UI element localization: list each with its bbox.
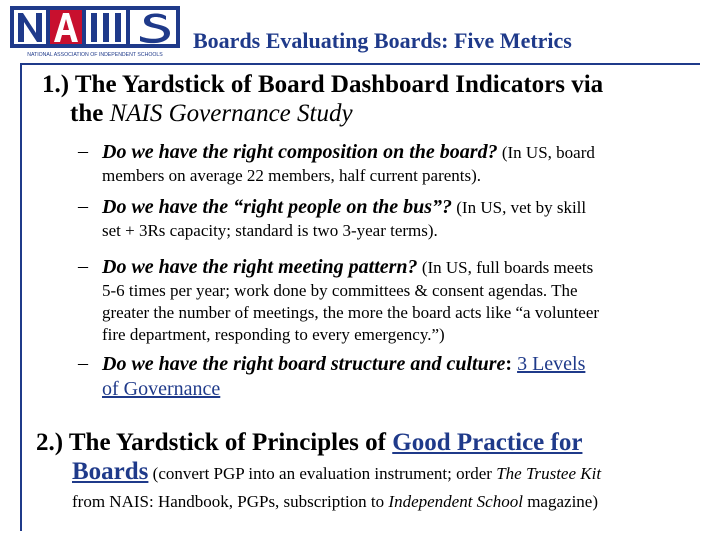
trustee-kit-title: The Trustee Kit <box>496 464 602 483</box>
bullet-note-cont: fire department, responding to every emergency.”) <box>102 325 445 344</box>
bullet-meetings <box>78 255 698 346</box>
section2-note-cont: from NAIS: Handbook, PGPs, subscription to <box>72 492 389 511</box>
levels-of-governance-link-cont[interactable]: of Governance <box>102 378 221 400</box>
bullet-sep: : <box>505 353 518 375</box>
bullet-people <box>78 195 698 242</box>
bullet-structure <box>78 352 698 402</box>
slide-title: Boards Evaluating Boards: Five Metrics <box>193 28 572 53</box>
nais-logo <box>10 6 180 60</box>
bullet-question: Do we have the right meeting pattern? <box>102 256 418 278</box>
left-rule <box>20 63 22 531</box>
logo-caption: NATIONAL ASSOCIATION OF INDEPENDENT SCHOOLS <box>27 52 163 58</box>
title-rule <box>20 63 700 65</box>
section2-note: (convert PGP into an evaluation instrument; order <box>148 464 497 483</box>
nais-logo-graphic <box>10 6 180 60</box>
bullet-note-cont: 5-6 times per year; work done by committees & consent agendas. The <box>102 281 578 300</box>
section1-line2 <box>42 99 692 128</box>
section1-study-name: NAIS Governance Study <box>109 100 353 127</box>
bullet-note: (In US, full boards meets <box>417 258 594 277</box>
bullet-question: Do we have the right board structure and culture <box>102 353 506 375</box>
good-practice-link[interactable]: Good Practice for <box>392 429 583 456</box>
bullet-note: (In US, board <box>497 143 595 162</box>
section2-prefix: 2.) The Yardstick of Principles of <box>36 429 393 456</box>
good-practice-link-cont[interactable]: Boards <box>72 458 149 485</box>
section2 <box>36 428 706 514</box>
bullet-note-cont: members on average 22 members, half current parents). <box>102 166 482 185</box>
bullet-dash: – <box>78 255 88 277</box>
bullet-question: Do we have the right composition on the board? <box>102 141 498 163</box>
section1-heading <box>42 70 692 128</box>
bullet-note: (In US, vet by skill <box>452 198 587 217</box>
levels-of-governance-link[interactable]: 3 Levels <box>517 353 586 375</box>
bullet-dash: – <box>78 352 88 374</box>
magazine-title: Independent School <box>388 492 523 511</box>
bullet-composition <box>78 140 698 187</box>
section1-line2-prefix: the <box>70 100 110 127</box>
section1-line1: 1.) The Yardstick of Board Dashboard Indicators via <box>42 71 604 98</box>
bullet-dash: – <box>78 140 88 162</box>
section2-note-end: magazine) <box>522 492 598 511</box>
bullet-note-cont: set + 3Rs capacity; standard is two 3-year terms). <box>102 221 438 240</box>
bullet-question: Do we have the “right people on the bus”? <box>102 196 453 218</box>
bullet-dash: – <box>78 195 88 217</box>
bullet-note-cont: greater the number of meetings, the more the board acts like “a volunteer <box>102 303 600 322</box>
